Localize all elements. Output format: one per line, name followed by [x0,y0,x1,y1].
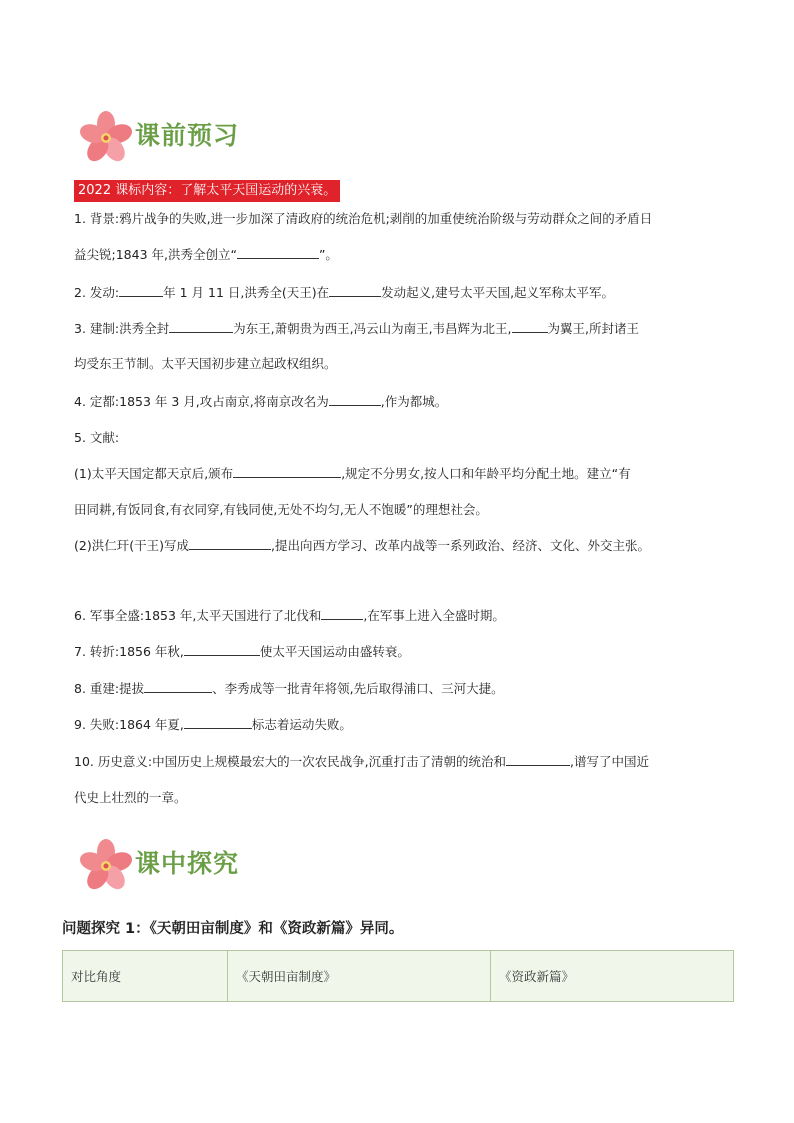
table-header-cell: 《资政新篇》 [491,951,734,1002]
item-7: 7. 转折:1856 年秋, 使太平天国运动由盛转衰。 [74,644,410,659]
item-2: 2. 发动: 年 1 月 11 日,洪秀全(天王)在 发动起义,建号太平天国,起义军称太平军。 [74,285,615,300]
blank[interactable] [169,320,233,333]
table-header-row [63,951,734,1002]
comparison-table [62,950,734,1002]
section-title: 课前预习 [135,121,240,150]
item-3-line-1: 3. 建制:洪秀全封 为东王,萧朝贵为西王,冯云山为南王,韦昌辉为北王, 为翼王,所封诸王 [74,321,640,336]
item-8: 8. 重建:提拔 、李秀成等一批青年将领,先后取得浦口、三河大捷。 [74,681,504,696]
item-9: 9. 失败:1864 年夏, 标志着运动失败。 [74,717,352,732]
blank[interactable] [512,320,548,333]
blank[interactable] [119,284,163,297]
item-5: 5. 文献: [74,430,120,445]
blank[interactable] [237,246,319,259]
item-3-line-2: 均受东王节制。太平天国初步建立起政权组织。 [74,356,337,371]
flower-icon [78,110,134,166]
blank[interactable] [506,753,570,766]
blank[interactable] [233,465,341,478]
item-5-1-line-1: (1)太平天国定都天京后,颁布 ,规定不分男女,按人口和年龄平均分配土地。建立“有 [74,466,631,481]
blank[interactable] [184,716,252,729]
blank[interactable] [329,393,381,406]
curriculum-banner: 2022 课标内容：了解太平天国运动的兴衰。 [74,180,340,202]
item-6: 6. 军事全盛:1853 年,太平天国进行了北伐和 ,在军事上进入全盛时期。 [74,608,505,623]
table-header-cell: 《天朝田亩制度》 [228,951,491,1002]
section-heading-preview [78,110,378,166]
blank[interactable] [321,607,363,620]
item-1-line-1: 1. 背景:鸦片战争的失败,进一步加深了清政府的统治危机;剥削的加重使统治阶级与劳动群众之间的矛盾日 [74,211,653,226]
item-5-1-line-2: 田同耕,有饭同食,有衣同穿,有钱同使,无处不均匀,无人不饱暖”的理想社会。 [74,502,488,517]
item-10-line-2: 代史上壮烈的一章。 [74,790,187,805]
blank[interactable] [184,643,260,656]
flower-icon [78,838,134,894]
question-title: 问题探究 1：《天朝田亩制度》和《资政新篇》异同。 [62,921,404,937]
section-title: 课中探究 [135,849,240,878]
item-4: 4. 定都:1853 年 3 月,攻占南京,将南京改名为 ,作为都城。 [74,394,448,409]
item-5-2: (2)洪仁玕(干王)写成 ,提出向西方学习、改革内战等一系列政治、经济、文化、外交主张。 [74,538,650,553]
section-heading-explore [78,838,378,894]
blank[interactable] [329,284,381,297]
item-1-line-2: 益尖锐;1843 年,洪秀全创立“ ”。 [74,247,338,262]
blank[interactable] [189,537,271,550]
item-10-line-1: 10. 历史意义:中国历史上规模最宏大的一次农民战争,沉重打击了清朝的统治和 ,谱写了中国近 [74,754,650,769]
blank[interactable] [144,680,212,693]
table-header-cell: 对比角度 [63,951,228,1002]
